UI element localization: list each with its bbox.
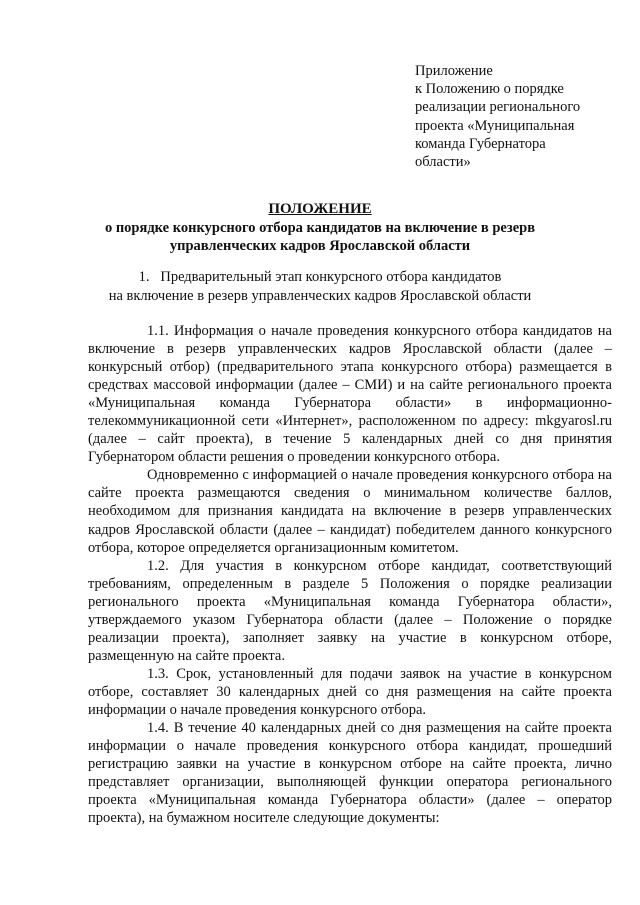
appendix-line: команда Губернатора	[415, 135, 546, 152]
title-subtitle-line: о порядке конкурсного отбора кандидатов на включение в резерв	[104, 219, 536, 236]
appendix-line: Приложение	[415, 63, 493, 79]
appendix-line: к Положению о порядке	[415, 81, 564, 98]
paragraph-1-4: 1.4. В течение 40 календарных дней со дня размещения на сайте проекта информации о начале проведения конкурсного отбора кандидат, прошедший регистрацию заявки на участие в конкурсном отборе на сайте проекта, лично представляет организации, выполняющей функции оператора регионального проекта «Муниципальная команда Губернатора области» (далее – оператор проекта), на бумажном носителе следующие документы:	[88, 720, 612, 827]
paragraph-1-1-continued: Одновременно с информацией о начале проведения конкурсного отбора на сайте проекта размещаются сведения о минимальном количестве баллов, необходимом для признания кандидата на включение в резерв управленческих кадров Ярославской области (далее – кандидат) победителем данного конкурсного отбора, которое определяется организационным комитетом.	[88, 467, 612, 556]
section-heading-line: 1. Предварительный этап конкурсного отбора кандидатов	[138, 269, 502, 285]
section-heading-line: на включение в резерв управленческих кадров Ярославской области	[108, 287, 532, 304]
paragraph-1-2: 1.2. Для участия в конкурсном отборе кандидат, соответствующий требованиям, определенным в разделе 5 Положения о порядке реализации регионального проекта «Муниципальная команда Губернатора области», утверждаемого указом Губернатора области (далее – Положение о порядке реализации проекта), заполняет заявку на участие в конкурсном отборе, размещенную на сайте проекта.	[88, 557, 612, 664]
title-heading: ПОЛОЖЕНИЕ	[268, 201, 372, 217]
document-body	[88, 322, 612, 827]
appendix-line: реализации регионального	[415, 99, 581, 116]
title-subtitle-line: управленческих кадров Ярославской области	[169, 238, 471, 254]
section-heading	[88, 268, 552, 305]
document-title	[88, 200, 552, 256]
paragraph-1-1: 1.1. Информация о начале проведения конкурсного отбора кандидатов на включение в резерв управленческих кадров Ярославской области (далее – конкурсный отбор) (предварительного этапа конкурсного отбора) размещается в средствах массовой информации (далее – СМИ) и на сайте регионального проекта «Муниципальная команда Губернатора области» в информационно-телекоммуникационной сети «Интернет», расположенном по адресу: mkgyarosl.ru (далее – сайт проекта), в течение 5 календарных дней со дня принятия Губернатором области решения о проведении конкурсного отбора.	[88, 323, 612, 466]
appendix-line: области»	[415, 154, 471, 171]
paragraph-1-3: 1.3. Срок, установленный для подачи заявок на участие в конкурсном отборе, составляет 30 календарных дней со дня размещения на сайте проекта информации о начале проведения конкурсного отбора.	[88, 665, 612, 718]
appendix-line: проекта «Муниципальная	[415, 117, 575, 134]
appendix-note	[415, 62, 630, 171]
